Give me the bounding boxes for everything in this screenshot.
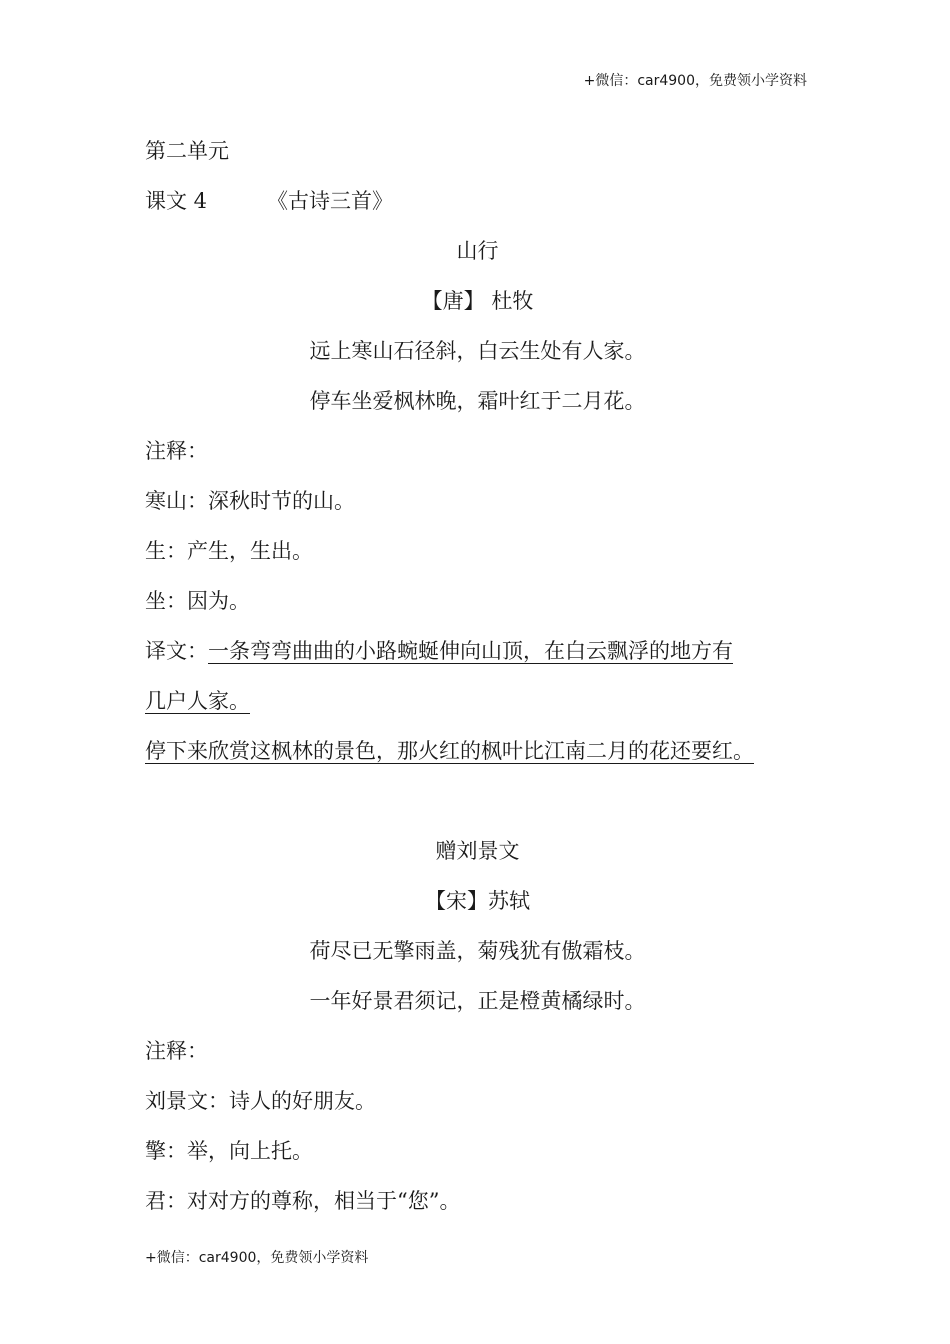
poem1-title: 山行 [456, 239, 499, 263]
lesson-title: 《古诗三首》 [267, 189, 394, 213]
poem1-translation-text-3: 停下来欣赏这枫林的景色，那火红的枫叶比江南二月的花还要红。 [145, 739, 754, 763]
poem2-note-2: 擎：举，向上托。 [145, 1139, 313, 1163]
poem1-translation-label: 译文： [145, 639, 208, 663]
poem1-translation-line-3 [145, 726, 810, 776]
footer-note: +微信：car4900，免费领小学资料 [145, 1250, 369, 1266]
poem1-translation-line-1 [145, 626, 810, 676]
poem1-author: 【唐】 杜牧 [421, 289, 534, 313]
poem1-translation-text-1: 一条弯弯曲曲的小路蜿蜒伸向山顶，在白云飘浮的地方有 [208, 639, 733, 663]
poem1-note-2: 生：产生，生出。 [145, 539, 313, 563]
poem1-notes-label: 注释： [145, 439, 208, 463]
poem1-line-2: 停车坐爱枫林晚，霜叶红于二月花。 [309, 389, 646, 413]
header-note: +微信：car4900，免费领小学资料 [583, 73, 807, 89]
poem2-line-2: 一年好景君须记，正是橙黄橘绿时。 [309, 989, 646, 1013]
poem1-note-1: 寒山：深秋时节的山。 [145, 489, 355, 513]
poem1-translation-text-2: 几户人家。 [145, 689, 250, 713]
poem1-translation-line-2 [145, 676, 810, 726]
poem1-note-3: 坐：因为。 [145, 589, 250, 613]
unit-heading: 第二单元 [145, 139, 229, 163]
poem2-author: 【宋】苏轼 [425, 889, 530, 913]
poem2-note-1: 刘景文：诗人的好朋友。 [145, 1089, 376, 1113]
poem1-line-1: 远上寒山石径斜，白云生处有人家。 [309, 339, 646, 363]
poem2-note-3: 君：对对方的尊称，相当于“您”。 [145, 1189, 461, 1213]
poem2-notes-label: 注释： [145, 1039, 208, 1063]
poem2-title: 赠刘景文 [435, 839, 520, 863]
lesson-heading [145, 176, 810, 226]
document-body [145, 126, 810, 1226]
lesson-label: 课文 4 [145, 189, 208, 213]
poem2-line-1: 荷尽已无擎雨盖，菊残犹有傲霜枝。 [309, 939, 646, 963]
